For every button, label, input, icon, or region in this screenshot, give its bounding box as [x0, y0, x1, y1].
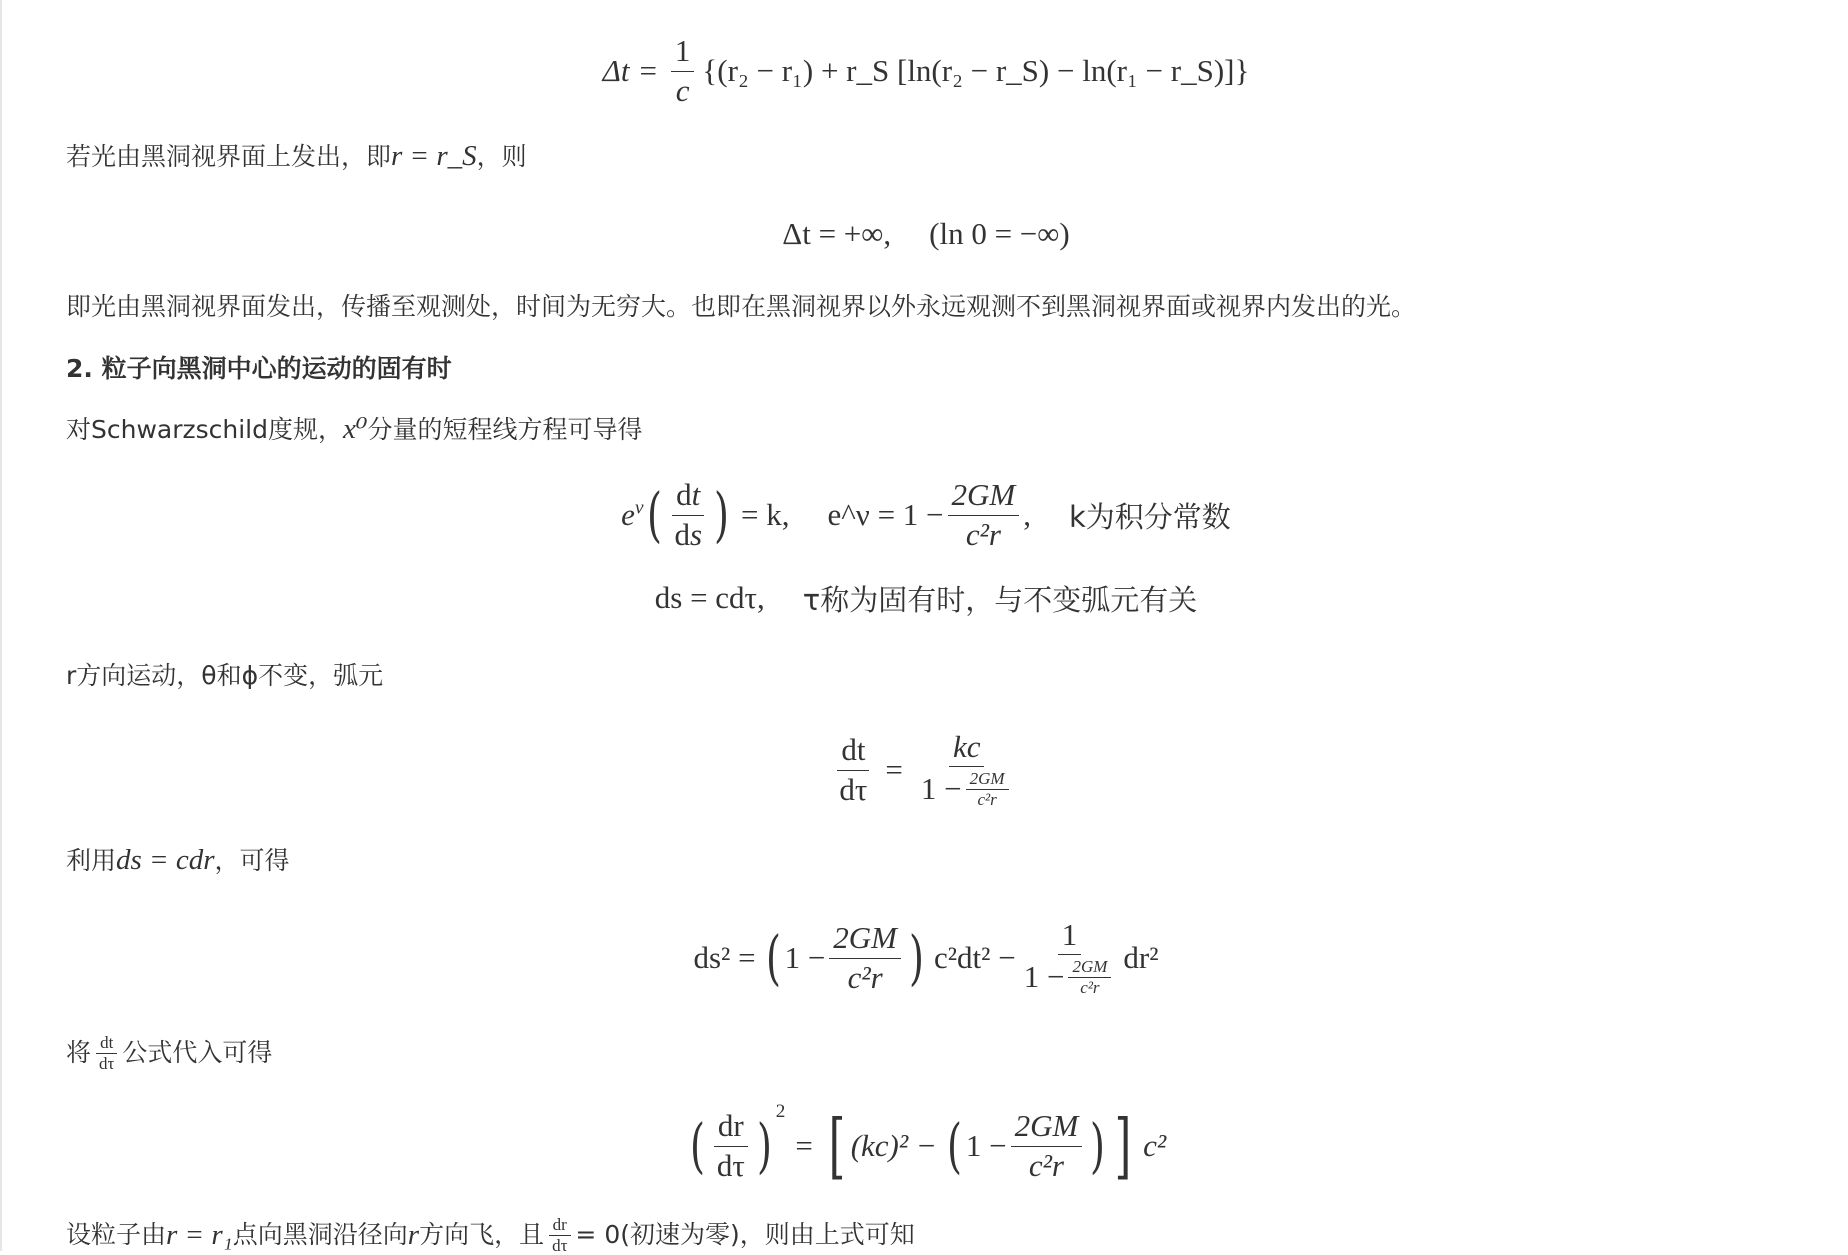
paragraph-using: 利用ds = cdr，可得	[66, 844, 290, 876]
paragraph-initial: 设粒子由 r = r₁ 点向黑洞沿径向 r 方向飞，且 $\frac{dr}{d\tau}$ = 0(初速为零)，则由上式可知	[66, 1214, 915, 1255]
article-content	[66, 18, 1786, 1255]
paragraph-conclusion: 即光由黑洞视界面发出，传播至观测处，时间为无穷大。也即在黑洞视界以外永远观测不到黑洞视界面或视界内发出的光。	[66, 292, 1417, 321]
left-border	[0, 0, 2, 1251]
equation-delta-t: Δt = $\frac{1}{c}$ {(r₂ − r₁) + r_S [ln(r₂ − r_S) − ln(r₁ − r_S)]}	[602, 32, 1250, 108]
equation-metric: ds² = ( 1 − $\frac{2GM}{\text{c²r}}$ ) c²dt² − 1 1 − $\frac{2GM}{\text{c²r}}$ dr²	[693, 916, 1159, 998]
paragraph-horizon: 若光由黑洞视界面上发出，即r = r_S，则	[66, 140, 527, 172]
delta-t-body: {(r₂ − r₁) + r_S [ln(r₂ − r_S) − ln(r₁ − r_S)]}	[702, 53, 1250, 88]
section-heading: 2. 粒子向黑洞中心的运动的固有时	[66, 354, 452, 383]
equation-geodesic: $e^\nu$ ( $\frac{dt}{ds}$ ) = k, e^ν = 1 − $\frac{2GM}{\text{c²r}}$ , k为积分常数	[621, 476, 1231, 552]
paragraph-substitute: 将 $\frac{dt}{d\tau}$ 公式代入可得	[66, 1032, 273, 1073]
equation-proper-time: ds = cdτ, τ称为固有时，与不变弧元有关	[654, 580, 1198, 617]
paragraph-radial: r方向运动，θ和ϕ不变，弧元	[66, 661, 384, 690]
fraction-2gm: $\frac{2GM}{\text{c²r}}$	[948, 479, 1020, 551]
paragraph-schwarzschild: 对Schwarzschild度规，x⁰分量的短程线方程可导得	[66, 413, 643, 445]
equation-infinity: Δt = +∞, (ln 0 = −∞)	[782, 216, 1070, 251]
equation-radial: ( $\frac{dr}{d\tau}$ ) $^2$ = [ (kc)² − ( 1 − $\frac{2GM}{\text{c²r}}$ ) ] c²	[689, 1101, 1167, 1188]
delta-t-lhs: Δt	[602, 53, 630, 88]
coef-fraction: $\frac{1}{c}$	[671, 35, 695, 107]
math-r-rs: r = r_S	[391, 140, 477, 172]
equation-dt-dtau: $\frac{dt}{d\tau}$ = kc 1 − $\frac{2GM}{\text{c²r}}$	[66, 720, 1786, 820]
